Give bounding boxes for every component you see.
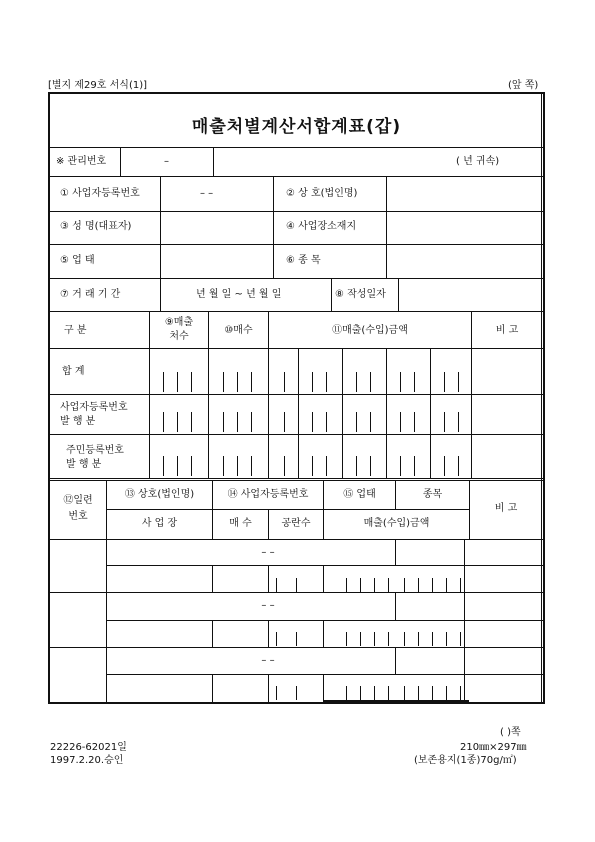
digit-tick (177, 456, 178, 476)
detail-row-dash-1: – – (261, 547, 275, 558)
approval-date: 1997.2.20.승인 (50, 755, 124, 766)
summary-remark-header: 비 고 (495, 325, 519, 336)
digit-tick (370, 456, 371, 476)
digit-tick (312, 456, 313, 476)
address-label: ④ 사업장소재지 (286, 221, 357, 232)
summary-row-resident-2: 발 행 분 (66, 459, 102, 470)
business-number-label: ① 사업자등록번호 (60, 188, 140, 199)
summary-category-header: 구 분 (64, 325, 87, 336)
management-number-dash: – (164, 156, 169, 167)
summary-row-total: 합 계 (62, 366, 85, 377)
summary-buyers-header-1: ⑨매출 (164, 317, 194, 328)
business-number-dashes: – – (200, 188, 214, 199)
digit-tick (284, 372, 285, 392)
digit-tick (223, 372, 224, 392)
digit-tick (446, 632, 447, 646)
detail-company-label: ⑬ 상호(법인명) (124, 489, 195, 500)
summary-row-bizno-1: 사업자등록번호 (60, 402, 128, 413)
digit-tick (458, 456, 459, 476)
digit-tick (326, 412, 327, 432)
digit-tick (191, 456, 192, 476)
digit-tick (296, 578, 297, 592)
digit-tick (296, 632, 297, 646)
digit-tick (284, 412, 285, 432)
summary-buyers-header-2: 처수 (169, 331, 189, 342)
digit-tick (326, 372, 327, 392)
attribution-year-label: ( 년 귀속) (456, 156, 500, 167)
summary-count-header: ⑩매수 (224, 325, 253, 336)
transaction-period-value: 년 월 일 ~ 년 월 일 (196, 289, 282, 300)
digit-tick (284, 456, 285, 476)
digit-tick (312, 372, 313, 392)
form-title: 매출처별계산서합계표(갑) (191, 117, 402, 137)
detail-remark-label: 비 고 (494, 503, 518, 514)
digit-tick (400, 412, 401, 432)
digit-tick (251, 456, 252, 476)
digit-tick (346, 632, 347, 646)
detail-row-dash-2: – – (261, 600, 275, 611)
digit-tick (163, 372, 164, 392)
digit-tick (223, 456, 224, 476)
page-number-label: ( )쪽 (500, 727, 521, 738)
digit-tick (460, 686, 461, 700)
digit-tick (223, 412, 224, 432)
representative-label: ③ 성 명(대표자) (60, 221, 132, 232)
business-item-label: ⑥ 종 목 (286, 255, 321, 266)
paper-type: (보존용지(1종)70g/㎡) (414, 755, 517, 766)
digit-tick (296, 686, 297, 700)
digit-tick (388, 686, 389, 700)
digit-tick (458, 412, 459, 432)
digit-tick (414, 412, 415, 432)
digit-tick (237, 412, 238, 432)
digit-tick (444, 372, 445, 392)
digit-tick (251, 412, 252, 432)
digit-tick (237, 372, 238, 392)
digit-tick (400, 456, 401, 476)
digit-tick (191, 412, 192, 432)
digit-tick (418, 686, 419, 700)
detail-bizno-label: ⑭ 사업자등록번호 (227, 489, 309, 500)
digit-tick (404, 578, 405, 592)
digit-tick (163, 456, 164, 476)
digit-tick (326, 456, 327, 476)
digit-tick (360, 686, 361, 700)
detail-count-label: 매 수 (229, 518, 252, 529)
digit-tick (237, 456, 238, 476)
digit-tick (356, 412, 357, 432)
digit-tick (400, 372, 401, 392)
digit-tick (346, 686, 347, 700)
business-type-label: ⑤ 업 태 (60, 255, 95, 266)
digit-tick (432, 632, 433, 646)
digit-tick (163, 412, 164, 432)
detail-seq-label-2: 번호 (68, 511, 88, 522)
digit-tick (370, 412, 371, 432)
digit-tick (446, 686, 447, 700)
detail-site-label: 사 업 장 (141, 518, 178, 529)
digit-tick (404, 686, 405, 700)
creation-date-label: ⑧ 작성일자 (335, 289, 386, 300)
company-name-label: ② 상 호(법인명) (286, 188, 358, 199)
digit-tick (374, 632, 375, 646)
amount-underline (323, 700, 469, 703)
summary-amount-header: ⑪매출(수입)금액 (332, 325, 408, 336)
paper-size: 210㎜×297㎜ (460, 742, 527, 753)
detail-amount-label: 매출(수입)금액 (363, 518, 430, 529)
digit-tick (460, 632, 461, 646)
digit-tick (177, 372, 178, 392)
digit-tick (458, 372, 459, 392)
digit-tick (360, 578, 361, 592)
digit-tick (414, 372, 415, 392)
digit-tick (370, 372, 371, 392)
page-side-label: (앞 쪽) (508, 80, 539, 91)
digit-tick (251, 372, 252, 392)
digit-tick (418, 578, 419, 592)
digit-tick (432, 578, 433, 592)
digit-tick (177, 412, 178, 432)
transaction-period-label: ⑦ 거 래 기 간 (60, 289, 121, 300)
digit-tick (356, 372, 357, 392)
digit-tick (356, 456, 357, 476)
digit-tick (312, 412, 313, 432)
detail-blank-label: 공란수 (281, 518, 311, 529)
digit-tick (276, 632, 277, 646)
digit-tick (460, 578, 461, 592)
digit-tick (360, 632, 361, 646)
digit-tick (444, 456, 445, 476)
summary-row-resident-1: 주민등록번호 (66, 445, 124, 456)
digit-tick (414, 456, 415, 476)
digit-tick (446, 578, 447, 592)
management-number-label: ※ 관리번호 (56, 156, 107, 167)
digit-tick (388, 632, 389, 646)
digit-tick (418, 632, 419, 646)
digit-tick (374, 578, 375, 592)
detail-item-label: 종목 (422, 489, 443, 500)
digit-tick (276, 686, 277, 700)
digit-tick (346, 578, 347, 592)
digit-tick (432, 686, 433, 700)
form-number: [별지 제29호 서식(1)] (48, 80, 148, 91)
detail-row-dash-3: – – (261, 655, 275, 666)
digit-tick (404, 632, 405, 646)
digit-tick (444, 412, 445, 432)
summary-row-bizno-2: 발 행 분 (60, 416, 96, 427)
digit-tick (276, 578, 277, 592)
digit-tick (374, 686, 375, 700)
detail-biztype-label: ⑮ 업태 (343, 489, 376, 500)
detail-seq-label-1: ⑫일련 (63, 495, 93, 506)
approval-number: 22226-62021일 (50, 742, 127, 753)
digit-tick (388, 578, 389, 592)
digit-tick (191, 372, 192, 392)
